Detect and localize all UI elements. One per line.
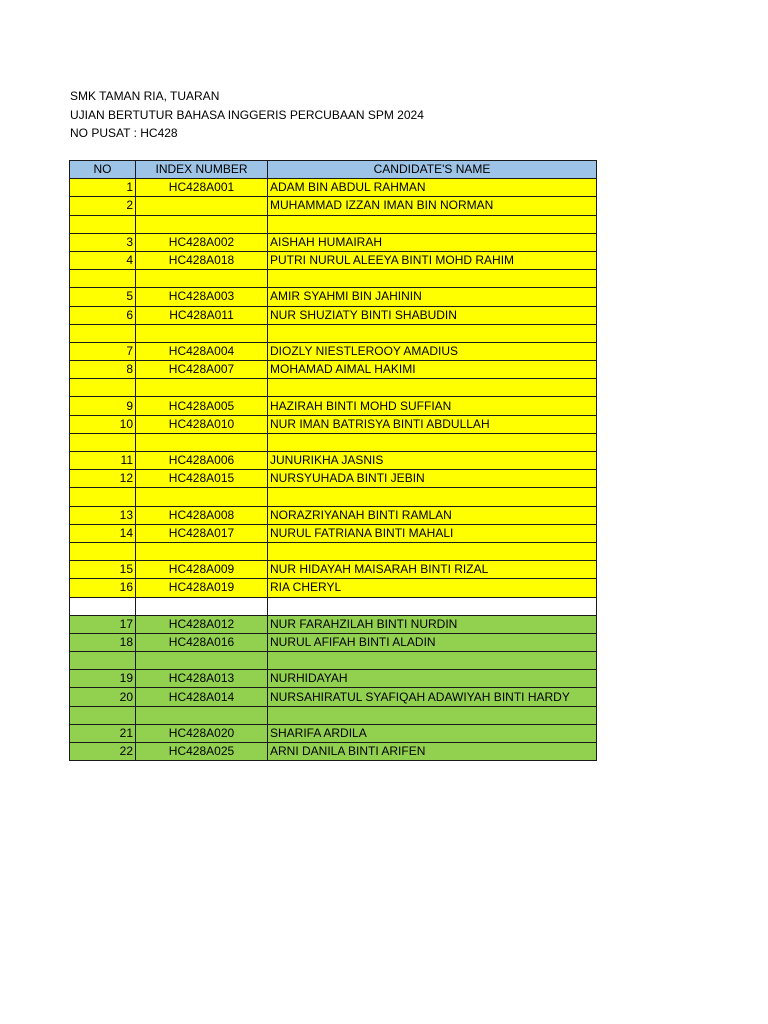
candidate-name-cell: MUHAMMAD IZZAN IMAN BIN NORMAN	[268, 197, 597, 215]
no-cell: 14	[70, 524, 136, 542]
no-cell	[70, 270, 136, 288]
no-cell: 13	[70, 506, 136, 524]
centre-number: NO PUSAT : HC428	[70, 126, 178, 140]
table-row	[70, 615, 597, 633]
table-row	[70, 215, 597, 233]
candidate-name-cell: RIA CHERYL	[268, 579, 597, 597]
no-cell: 22	[70, 743, 136, 761]
candidate-name-cell	[268, 270, 597, 288]
no-cell	[70, 488, 136, 506]
candidate-name-cell: NURUL FATRIANA BINTI MAHALI	[268, 524, 597, 542]
candidate-name-cell: NURUL AFIFAH BINTI ALADIN	[268, 633, 597, 651]
school-name: SMK TAMAN RIA, TUARAN	[70, 89, 220, 103]
no-cell	[70, 379, 136, 397]
index-number-cell: HC428A020	[136, 724, 268, 742]
index-number-cell	[136, 215, 268, 233]
table-row	[70, 197, 597, 215]
no-cell: 11	[70, 452, 136, 470]
table-row	[70, 524, 597, 542]
index-number-cell	[136, 652, 268, 670]
index-number-cell: HC428A010	[136, 415, 268, 433]
index-number-cell: HC428A025	[136, 743, 268, 761]
table-row	[70, 579, 597, 597]
no-cell: 12	[70, 470, 136, 488]
index-number-cell: HC428A008	[136, 506, 268, 524]
no-cell: 16	[70, 579, 136, 597]
table-row	[70, 342, 597, 360]
candidate-name-cell	[268, 542, 597, 560]
table-row	[70, 688, 597, 706]
index-number-cell	[136, 197, 268, 215]
candidate-name-cell: NURHIDAYAH	[268, 670, 597, 688]
table-row	[70, 233, 597, 251]
no-cell: 4	[70, 251, 136, 269]
no-cell: 20	[70, 688, 136, 706]
candidate-name-cell	[268, 433, 597, 451]
index-number-cell	[136, 706, 268, 724]
index-number-cell: HC428A004	[136, 342, 268, 360]
index-number-cell: HC428A014	[136, 688, 268, 706]
no-cell	[70, 706, 136, 724]
table-row	[70, 324, 597, 342]
index-number-cell: HC428A018	[136, 251, 268, 269]
no-cell: 7	[70, 342, 136, 360]
index-number-cell: HC428A013	[136, 670, 268, 688]
candidate-name-cell: DIOZLY NIESTLEROOY AMADIUS	[268, 342, 597, 360]
no-cell: 8	[70, 361, 136, 379]
no-cell: 3	[70, 233, 136, 251]
index-number-cell: HC428A017	[136, 524, 268, 542]
table-row	[70, 652, 597, 670]
table-row	[70, 633, 597, 651]
index-number-cell: HC428A012	[136, 615, 268, 633]
column-header-no: NO	[70, 161, 136, 179]
candidate-name-cell	[268, 215, 597, 233]
table-row	[70, 452, 597, 470]
candidate-name-cell: JUNURIKHA JASNIS	[268, 452, 597, 470]
index-number-cell	[136, 270, 268, 288]
no-cell: 18	[70, 633, 136, 651]
no-cell	[70, 324, 136, 342]
candidate-name-cell	[268, 324, 597, 342]
no-cell	[70, 542, 136, 560]
candidate-table	[69, 160, 597, 761]
table-row	[70, 470, 597, 488]
candidate-name-cell	[268, 488, 597, 506]
no-cell	[70, 597, 136, 615]
exam-title: UJIAN BERTUTUR BAHASA INGGERIS PERCUBAAN SPM 2024	[70, 107, 424, 122]
candidate-name-cell: NUR IMAN BATRISYA BINTI ABDULLAH	[268, 415, 597, 433]
table-body	[70, 179, 597, 761]
column-header-candidate-name: CANDIDATE'S NAME	[268, 161, 597, 179]
index-number-cell	[136, 324, 268, 342]
candidate-name-cell	[268, 597, 597, 615]
no-cell	[70, 215, 136, 233]
index-number-cell: HC428A011	[136, 306, 268, 324]
candidate-name-cell: AISHAH HUMAIRAH	[268, 233, 597, 251]
candidate-name-cell: SHARIFA ARDILA	[268, 724, 597, 742]
no-cell: 21	[70, 724, 136, 742]
index-number-cell: HC428A001	[136, 179, 268, 197]
candidate-name-cell	[268, 652, 597, 670]
index-number-cell: HC428A019	[136, 579, 268, 597]
candidate-name-cell: ADAM BIN ABDUL RAHMAN	[268, 179, 597, 197]
no-cell: 15	[70, 561, 136, 579]
document-header	[70, 87, 424, 143]
index-number-cell	[136, 488, 268, 506]
table-row	[70, 597, 597, 615]
table-row	[70, 361, 597, 379]
table-row	[70, 670, 597, 688]
no-cell: 9	[70, 397, 136, 415]
column-header-index-number: INDEX NUMBER	[136, 161, 268, 179]
candidate-name-cell: NORAZRIYANAH BINTI RAMLAN	[268, 506, 597, 524]
table-row	[70, 561, 597, 579]
index-number-cell: HC428A003	[136, 288, 268, 306]
no-cell: 2	[70, 197, 136, 215]
candidate-name-cell: MOHAMAD AIMAL HAKIMI	[268, 361, 597, 379]
no-cell: 19	[70, 670, 136, 688]
index-number-cell	[136, 433, 268, 451]
no-cell	[70, 652, 136, 670]
table-row	[70, 724, 597, 742]
index-number-cell	[136, 597, 268, 615]
no-cell: 6	[70, 306, 136, 324]
table-row	[70, 433, 597, 451]
candidate-name-cell	[268, 379, 597, 397]
no-cell: 10	[70, 415, 136, 433]
table-row	[70, 306, 597, 324]
table-row	[70, 179, 597, 197]
index-number-cell: HC428A009	[136, 561, 268, 579]
index-number-cell	[136, 542, 268, 560]
candidate-name-cell: PUTRI NURUL ALEEYA BINTI MOHD RAHIM	[268, 251, 597, 269]
table-header-row	[70, 161, 597, 179]
candidate-name-cell: NUR FARAHZILAH BINTI NURDIN	[268, 615, 597, 633]
index-number-cell: HC428A007	[136, 361, 268, 379]
table-row	[70, 415, 597, 433]
index-number-cell: HC428A006	[136, 452, 268, 470]
candidate-name-cell: NURSYUHADA BINTI JEBIN	[268, 470, 597, 488]
table-row	[70, 706, 597, 724]
candidate-name-cell: AMIR SYAHMI BIN JAHININ	[268, 288, 597, 306]
candidate-name-cell: ARNI DANILA BINTI ARIFEN	[268, 743, 597, 761]
table-row	[70, 743, 597, 761]
index-number-cell: HC428A016	[136, 633, 268, 651]
candidate-name-cell: NUR HIDAYAH MAISARAH BINTI RIZAL	[268, 561, 597, 579]
no-cell: 5	[70, 288, 136, 306]
index-number-cell: HC428A015	[136, 470, 268, 488]
table-row	[70, 397, 597, 415]
candidate-name-cell: NURSAHIRATUL SYAFIQAH ADAWIYAH BINTI HARDY	[268, 688, 597, 706]
index-number-cell: HC428A005	[136, 397, 268, 415]
table-row	[70, 288, 597, 306]
index-number-cell: HC428A002	[136, 233, 268, 251]
no-cell: 1	[70, 179, 136, 197]
no-cell: 17	[70, 615, 136, 633]
candidate-name-cell: NUR SHUZIATY BINTI SHABUDIN	[268, 306, 597, 324]
table-row	[70, 542, 597, 560]
index-number-cell	[136, 379, 268, 397]
table-row	[70, 270, 597, 288]
table-row	[70, 379, 597, 397]
candidate-name-cell	[268, 706, 597, 724]
candidate-name-cell: HAZIRAH BINTI MOHD SUFFIAN	[268, 397, 597, 415]
table-row	[70, 251, 597, 269]
table-row	[70, 506, 597, 524]
table-row	[70, 488, 597, 506]
no-cell	[70, 433, 136, 451]
